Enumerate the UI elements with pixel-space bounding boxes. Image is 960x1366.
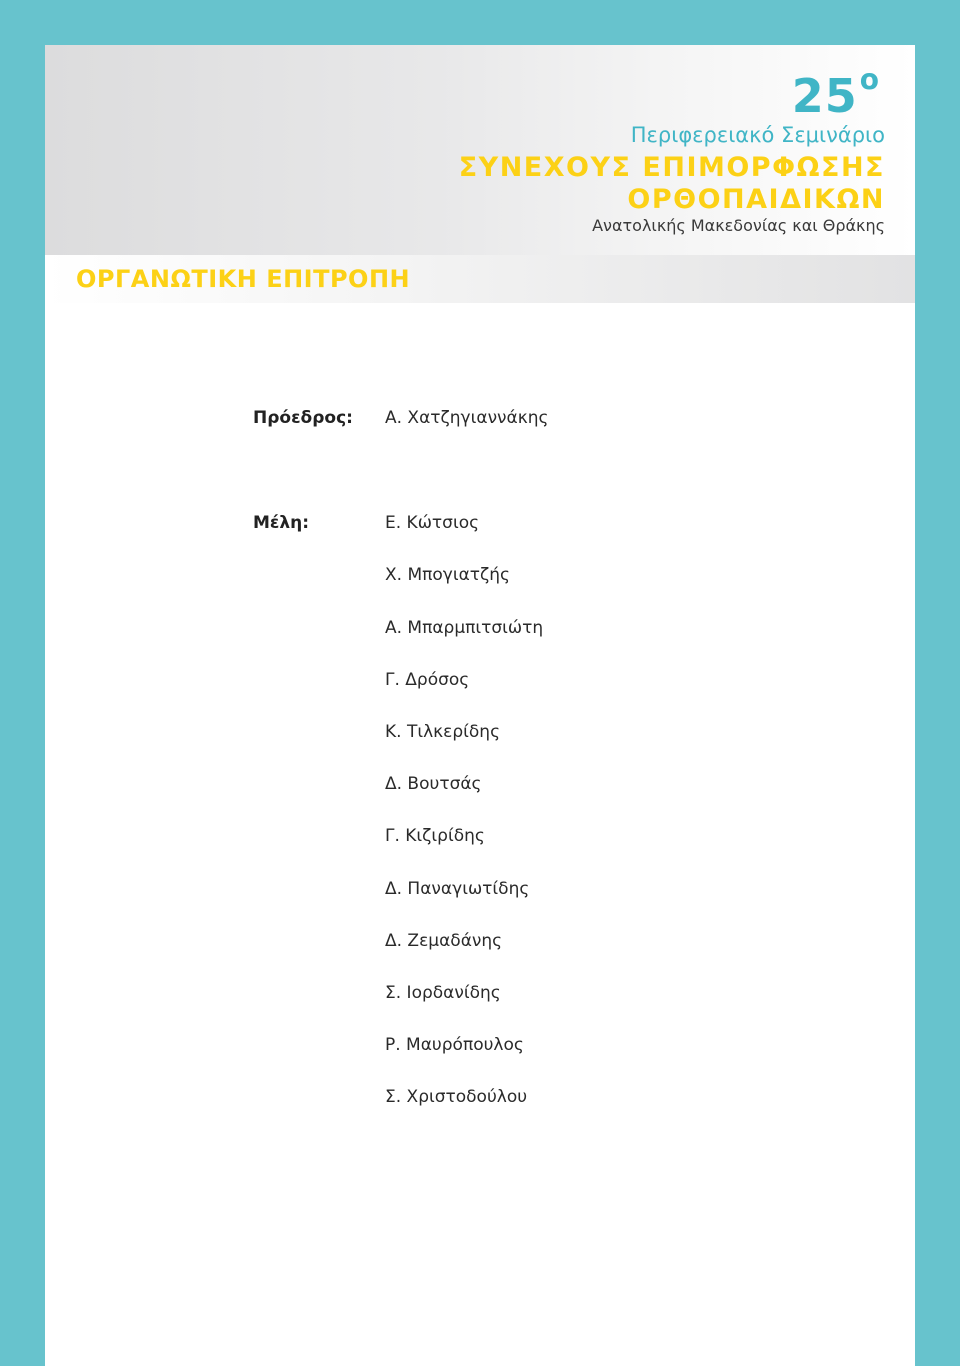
member-item: Δ. Ζεμαδάνης	[385, 931, 503, 951]
member-item: Ρ. Μαυρόπουλος	[385, 1035, 524, 1055]
member-item: Γ. Δρόσος	[385, 670, 470, 690]
member-item: Κ. Τιλκερίδης	[385, 722, 501, 742]
page-sheet	[45, 45, 915, 1366]
members-label: Μέλη:	[253, 513, 310, 533]
edition-number-value: 25	[791, 69, 858, 123]
member-item: Δ. Παναγιωτίδης	[385, 879, 530, 899]
edition-number	[791, 63, 880, 124]
edition-ordinal-suffix: ο	[859, 63, 880, 96]
section-title: ΟΡΓΑΝΩΤΙΚΗ ΕΠΙΤΡΟΠΗ	[76, 265, 411, 293]
member-item: Ε. Κώτσιος	[385, 513, 480, 533]
member-item: Δ. Βουτσάς	[385, 774, 482, 794]
seminar-subtitle: Περιφερειακό Σεμινάριο	[630, 123, 885, 147]
member-item: Σ. Χριστοδούλου	[385, 1087, 528, 1107]
member-item: Σ. Ιορδανίδης	[385, 983, 501, 1003]
member-item: Γ. Κιζιρίδης	[385, 826, 485, 846]
seminar-region: Ανατολικής Μακεδονίας και Θράκης	[592, 216, 885, 235]
seminar-title-line1: ΣΥΝΕΧΟΥΣ ΕΠΙΜΟΡΦΩΣΗΣ	[458, 152, 885, 183]
member-item: Α. Μπαρμπιτσιώτη	[385, 618, 544, 638]
member-item: Χ. Μπογιατζής	[385, 565, 511, 585]
president-name: Α. Χατζηγιαννάκης	[385, 408, 549, 428]
seminar-title-line2: ΟΡΘΟΠΑΙΔΙΚΩΝ	[627, 184, 885, 215]
president-label: Πρόεδρος:	[253, 408, 353, 428]
